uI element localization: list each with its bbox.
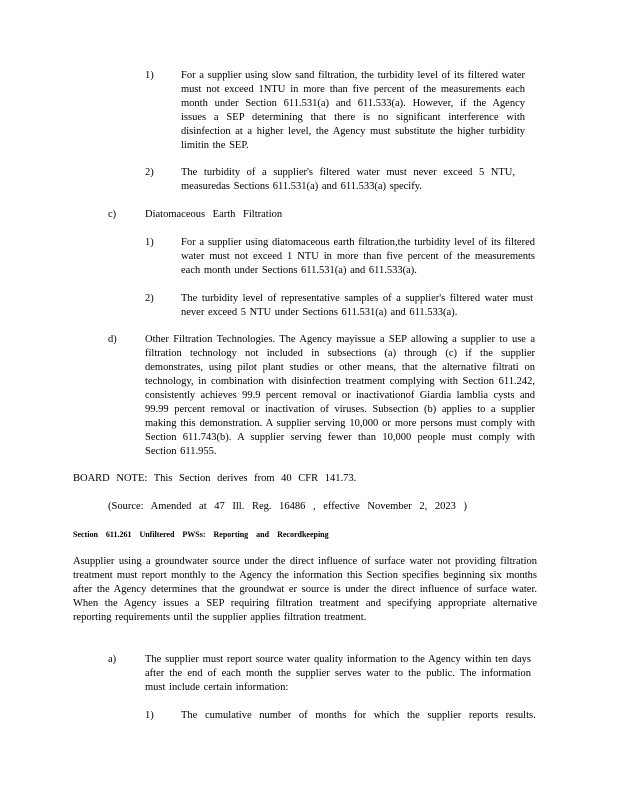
item-label: 1) xyxy=(145,710,154,721)
item-text: Other Filtration Technologies. The Agency mayissue a SEP allowing a supplier to use a filtration technology not included in subsections (a) through (c) if the supplier demonstrates, using pilot plant studies or other means, that the alternative filtrati on technology, in combination with disinfection treatment complying with Section 611.242, consistently achieves 99.9 percent removal or inactivationof Giardia lamblia cysts and 99.99 percent removal or inactivation of viruses. Subsection (b) applies to a supplier making this demonstration. A supplier serving 10,000 or more persons must comply with Section 611.743(b). A supplier serving fewer than 10,000 people must comply with Section 611.955. xyxy=(145,334,535,457)
section-heading: Section 611.261 Unfiltered PWSs: Reporting and Recordkeeping xyxy=(73,530,329,539)
subsection-title: Diatomaceous Earth Filtration xyxy=(145,209,283,220)
item-label: 1) xyxy=(145,237,154,248)
item-label: 2) xyxy=(145,167,154,178)
item-label: 2) xyxy=(145,293,154,304)
item-label: 1) xyxy=(145,70,154,81)
item-label: c) xyxy=(108,209,117,220)
intro-paragraph: Asupplier using a groundwater source under the direct influence of surface water not providing filtration treatment must report monthly to the Agency the information this Section specifies beginning six months after the Agency determines that the groundwat er source is under the direct influence of surface water. When the Agency issues a SEP requiring filtration treatment and specifying appropriate alternative reporting requirements until the supplier applies filtration treatment. xyxy=(73,556,537,623)
item-text: The supplier must report source water quality information to the Agency within ten days after the end of each month the supplier serves water to the public. The information must include certain information: xyxy=(145,654,531,693)
item-text: For a supplier using diatomaceous earth filtration,the turbidity level of its filtered water must not exceed 1 NTU in more than five percent of the measurements each month under Sections 611.531(a) and 611.533(a). xyxy=(181,237,535,276)
item-text: For a supplier using slow sand filtration, the turbidity level of its filtered water must not exceed 1NTU in more than five percent of the measurements each month under Section 611.531(a) and 611.533(a). However, if the Agency issues a SEP determining that there is no significant interference with disinfection at a higher level, the Agency must substitute the higher turbidity limitin the SEP. xyxy=(181,70,525,151)
source-note: (Source: Amended at 47 Ill. Reg. 16486 , effective November 2, 2023 ) xyxy=(108,501,467,512)
item-label: d) xyxy=(108,334,117,345)
item-text: The cumulative number of months for which the supplier reports results. xyxy=(181,710,536,721)
item-text: The turbidity of a supplier's filtered water must never exceed 5 NTU, measuredas Sections 611.531(a) and 611.533(a) specify. xyxy=(181,167,515,192)
item-text: The turbidity level of representative samples of a supplier's filtered water must never exceed 5 NTU under Sections 611.531(a) and 611.533(a). xyxy=(181,293,533,318)
item-label: a) xyxy=(108,654,117,665)
board-note: BOARD NOTE: This Section derives from 40 CFR 141.73. xyxy=(73,473,357,484)
